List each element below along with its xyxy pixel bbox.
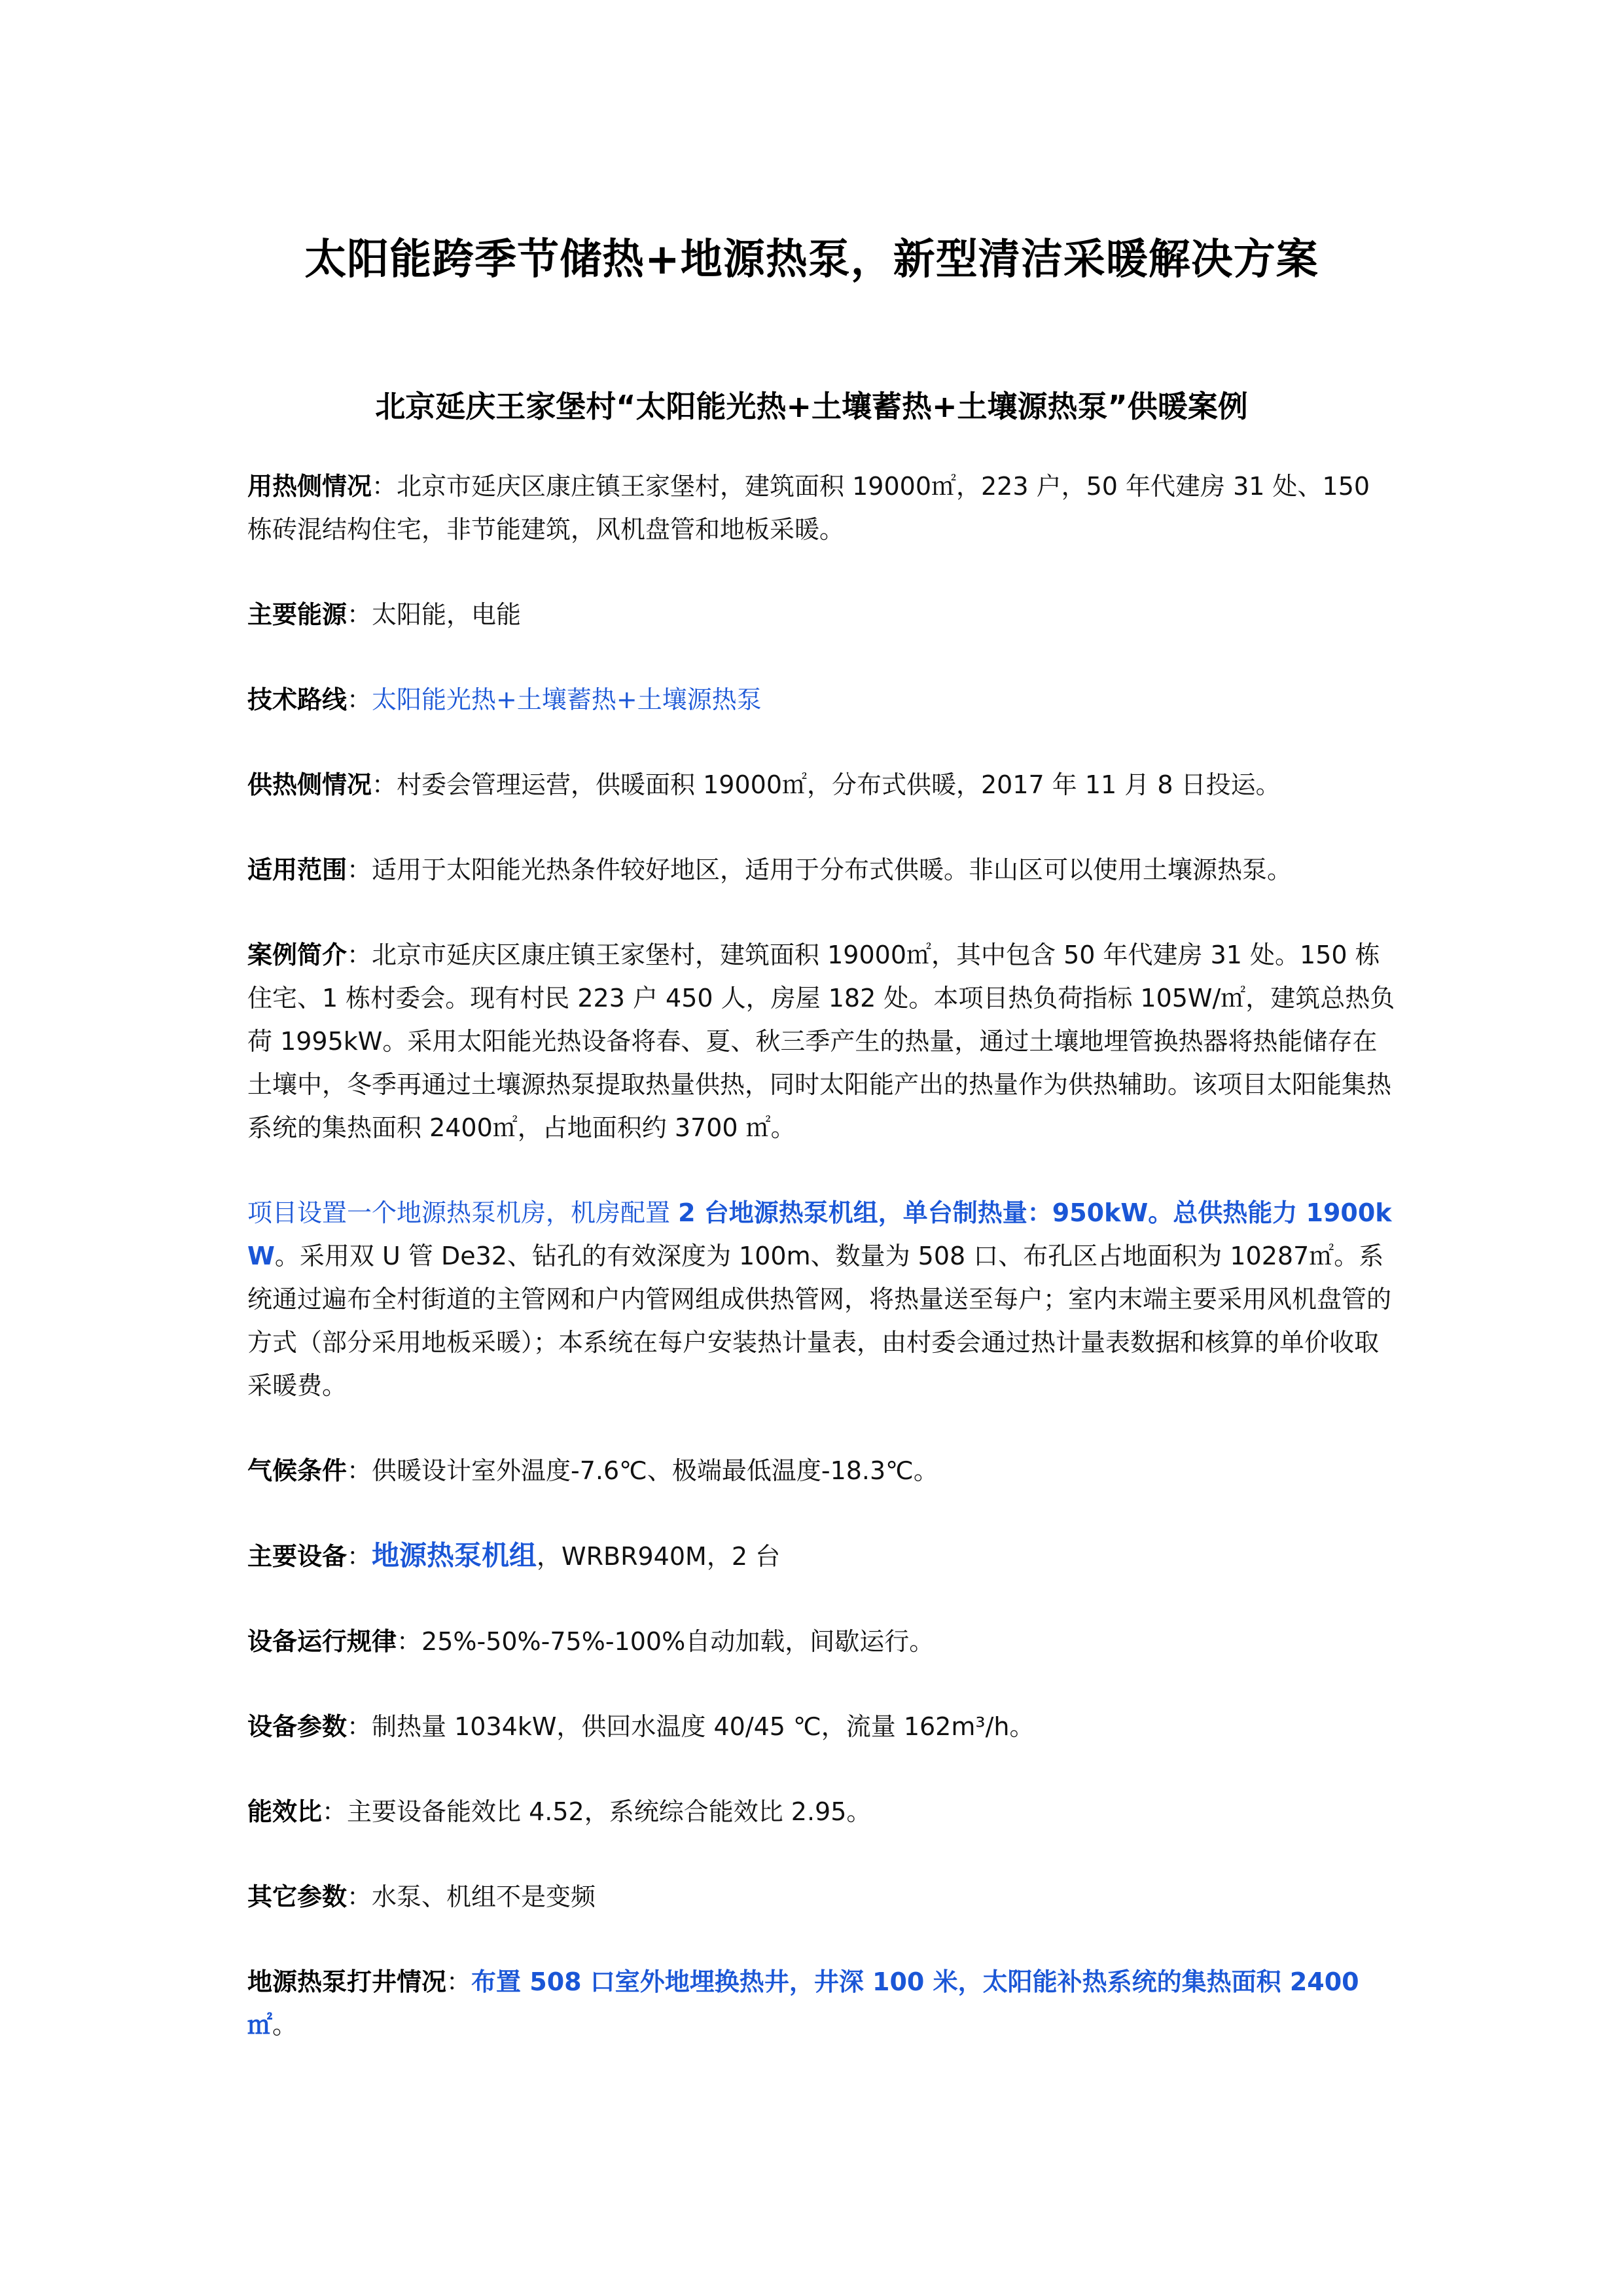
page-subtitle: 北京延庆王家堡村“太阳能光热+土壤蓄热+土壤源热泵”供暖案例 (375, 389, 1248, 424)
project-paragraph (247, 1191, 1399, 1407)
colon: ： (322, 1797, 348, 1826)
energy-label: 主要能源 (247, 600, 348, 629)
usage-text: 北京市延庆区康庄镇王家堡村，建筑面积 19000㎡，223 户，50 年代建房 31 处、150 栋砖混结构住宅，非节能建筑，风机盘管和地板采暖。 (247, 472, 1370, 544)
route-label: 技术路线 (247, 685, 348, 714)
intro-label: 案例简介 (247, 941, 348, 969)
operation-paragraph (247, 1620, 1399, 1663)
params-paragraph (247, 1705, 1399, 1748)
usage-paragraph (247, 465, 1399, 551)
efficiency-paragraph (247, 1790, 1399, 1833)
intro-text: 北京市延庆区康庄镇王家堡村，建筑面积 19000㎡，其中包含 50 年代建房 31 处。150 栋住宅、1 栋村委会。现有村民 223 户 450 人，房屋 182 处。本项目热负荷指标 105W/㎡，建筑总热负荷 1995kW。采用太阳能光热设备将春、夏、秋三季产生的热量，通过土壤地埋管换热器将热能储存在土壤中，冬季再通过土壤源热泵提取热量供热，同时太阳能产出的热量作为供热辅助。该项目太阳能集热系统的集热面积 2400㎡，占地面积约 3700 ㎡。 (247, 941, 1395, 1142)
colon: ： (347, 1712, 372, 1741)
other-paragraph (247, 1875, 1399, 1918)
climate-label: 气候条件 (247, 1456, 348, 1485)
colon: ： (347, 685, 372, 714)
scope-text: 适用于太阳能光热条件较好地区，适用于分布式供暖。非山区可以使用土壤源热泵。 (372, 855, 1293, 884)
document-body (247, 465, 1399, 2089)
params-text: 制热量 1034kW，供回水温度 40/45 ℃，流量 162m³/h。 (372, 1712, 1035, 1741)
equipment-highlight: 地源热泵机组 (372, 1539, 537, 1571)
colon: ： (372, 770, 397, 799)
efficiency-text: 主要设备能效比 4.52，系统综合能效比 2.95。 (347, 1797, 872, 1826)
colon: ： (347, 600, 372, 629)
colon: ： (347, 941, 372, 969)
other-label: 其它参数 (247, 1882, 348, 1911)
scope-paragraph (247, 848, 1399, 891)
drilling-tail: 。 (272, 2011, 298, 2039)
equipment-paragraph (247, 1534, 1399, 1578)
colon: ： (372, 472, 397, 501)
drilling-text: 布置 508 口室外地埋换热井，井深 100 米，太阳能补热系统的集热面积 2400㎡ (247, 1967, 1359, 2039)
supply-paragraph (247, 763, 1399, 806)
equipment-label: 主要设备 (247, 1542, 348, 1571)
other-text: 水泵、机组不是变频 (372, 1882, 596, 1911)
colon: ： (446, 1967, 472, 1996)
route-text: 太阳能光热+土壤蓄热+土壤源热泵 (372, 685, 762, 714)
colon: ： (347, 1456, 372, 1485)
climate-paragraph (247, 1449, 1399, 1492)
supply-label: 供热侧情况 (247, 770, 372, 799)
page-title: 太阳能跨季节储热+地源热泵，新型清洁采暖解决方案 (304, 236, 1319, 284)
drilling-paragraph (247, 1960, 1399, 2047)
colon: ： (347, 1882, 372, 1911)
energy-text: 太阳能，电能 (372, 600, 522, 629)
energy-paragraph (247, 593, 1399, 636)
colon: ： (347, 855, 372, 884)
operation-label: 设备运行规律 (247, 1627, 397, 1656)
efficiency-label: 能效比 (247, 1797, 323, 1826)
params-label: 设备参数 (247, 1712, 348, 1741)
usage-label: 用热侧情况 (247, 472, 372, 501)
project-text: 。采用双 U 管 De32、钻孔的有效深度为 100m、数量为 508 口、布孔区占地面积为 10287㎡。系统通过遍布全村街道的主管网和户内管网组成供热管网，将热量送至每户；室内末端主要采用风机盘管的方式（部分采用地板采暖）；本系统在每户安装热计量表，由村委会通过热计量表数据和核算的单价收取采暖费。 (247, 1242, 1392, 1400)
project-highlight: 2 台地源热泵机组，单台制热量：950kW。总供热能力 1900kW (247, 1198, 1392, 1270)
intro-paragraph (247, 933, 1399, 1149)
colon: ： (397, 1627, 422, 1656)
colon: ： (347, 1542, 372, 1571)
equipment-text: ，WRBR940M，2 台 (537, 1542, 781, 1571)
climate-text: 供暖设计室外温度-7.6℃、极端最低温度-18.3℃。 (372, 1456, 938, 1485)
scope-label: 适用范围 (247, 855, 348, 884)
drilling-label: 地源热泵打井情况 (247, 1967, 447, 1996)
project-blue-text: 项目设置一个地源热泵机房，机房配置 (247, 1198, 679, 1227)
supply-text: 村委会管理运营，供暖面积 19000㎡，分布式供暖，2017 年 11 月 8 日投运。 (397, 770, 1281, 799)
route-paragraph (247, 678, 1399, 721)
operation-text: 25%-50%-75%-100%自动加载，间歇运行。 (421, 1627, 935, 1656)
